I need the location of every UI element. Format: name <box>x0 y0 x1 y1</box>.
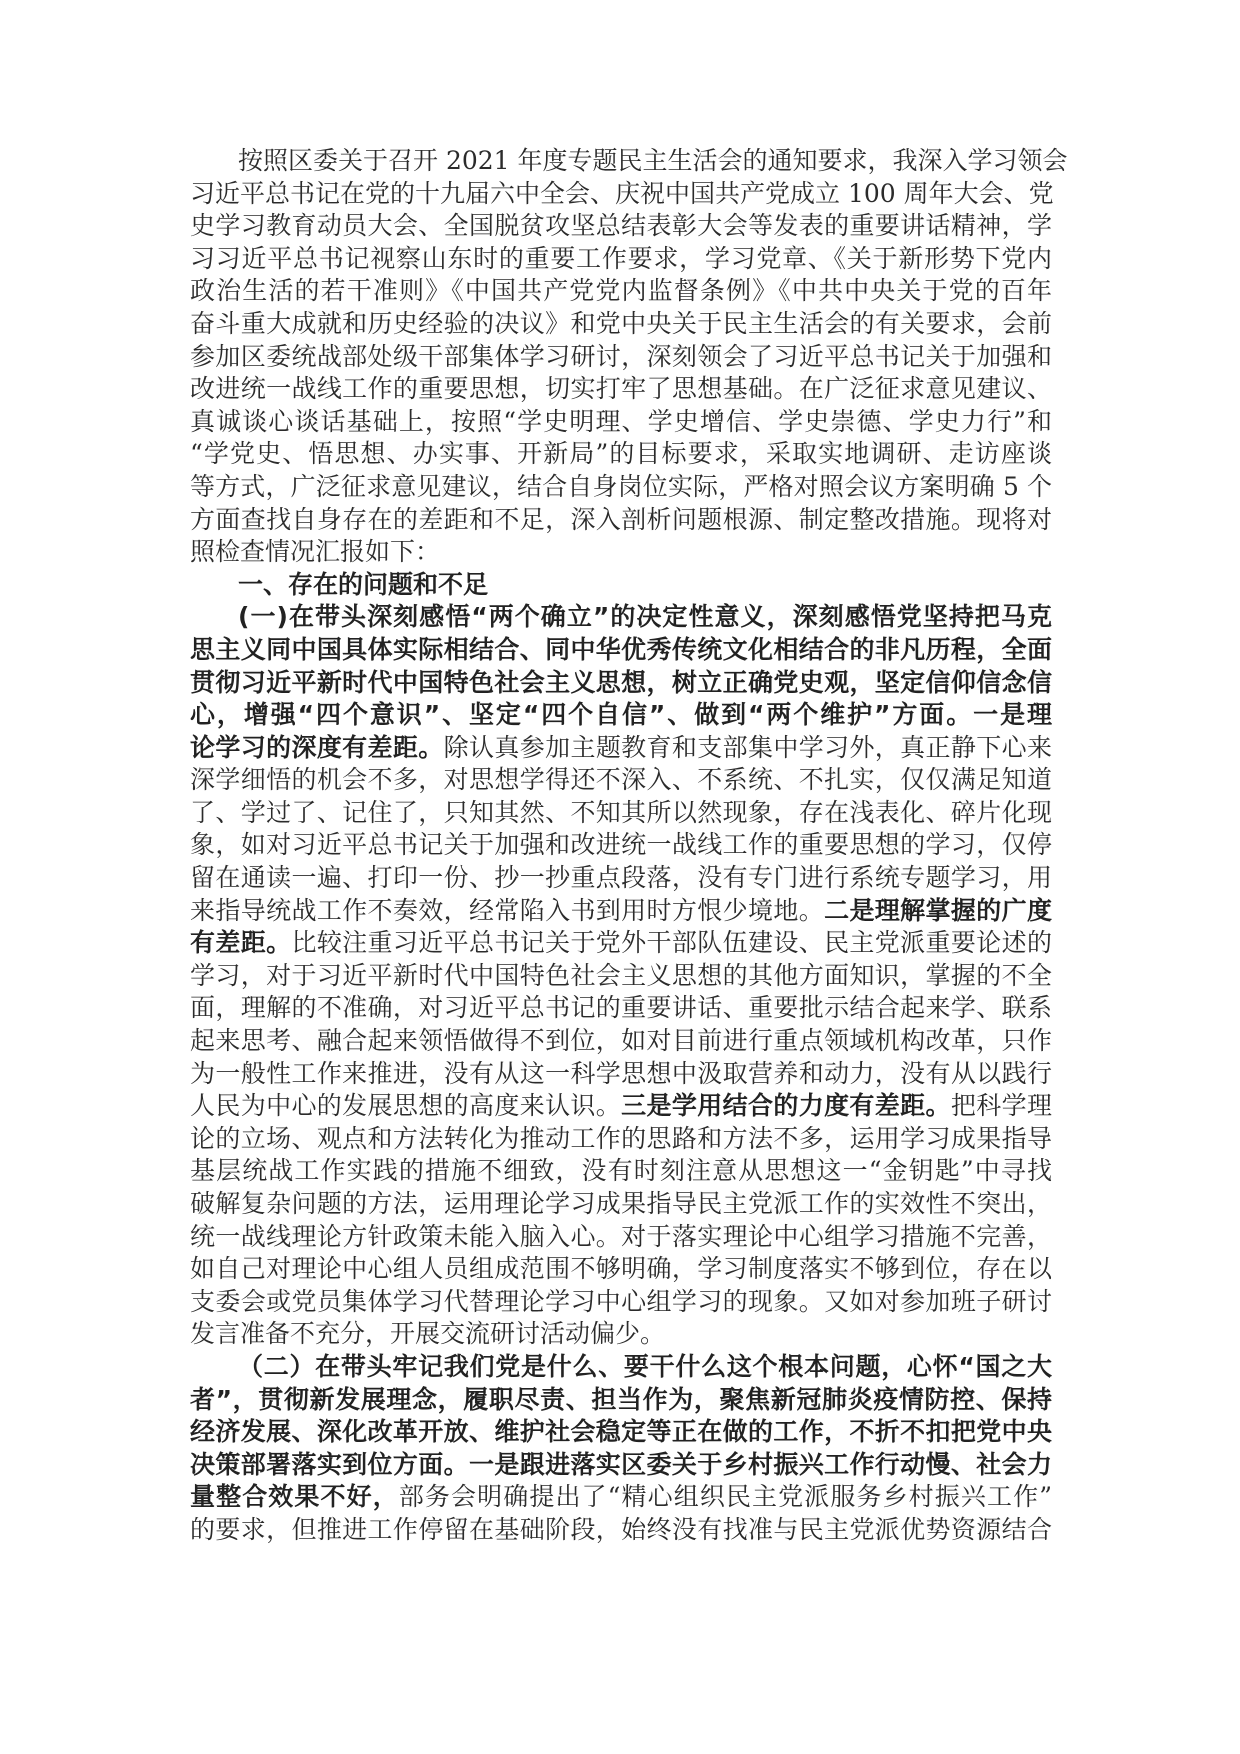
text-line <box>190 536 1052 569</box>
bold-text-segment: 经济发展、深化改革开放、维护社会稳定等正在做的工作，不折不扣把党中央 <box>190 1417 1052 1447</box>
text-line <box>190 601 1052 634</box>
text-line <box>190 895 1052 928</box>
bold-text-segment: 二是理解掌握的广度 <box>824 895 1052 925</box>
text-line <box>190 1253 1052 1286</box>
bold-text-segment: 一、存在的问题和不足 <box>238 569 489 599</box>
text-line <box>190 406 1052 439</box>
text-segment: 象，如对习近平总书记关于加强和改进统一战线工作的重要思想的学习，仅停 <box>190 830 1052 860</box>
text-segment: 比较注重习近平总书记关于党外干部队伍建设、民主党派重要论述的 <box>291 928 1052 958</box>
text-line <box>190 1090 1052 1123</box>
text-line <box>190 178 1052 211</box>
text-segment: 学习，对于习近平新时代中国特色社会主义思想的其他方面知识，掌握的不全 <box>190 960 1052 990</box>
bold-text-segment: 三是学用结合的力度有差距。 <box>621 1091 951 1121</box>
text-line <box>190 145 1068 178</box>
text-line <box>190 471 1052 504</box>
text-segment: 改进统一战线工作的重要思想，切实打牢了思想基础。在广泛征求意见建议、 <box>190 374 1052 404</box>
bold-text-segment: 思主义同中国具体实际相结合、同中华优秀传统文化相结合的非凡历程，全面 <box>190 634 1052 664</box>
text-line <box>190 1025 1052 1058</box>
bold-text-segment: 心，增强“四个意识”、坚定“四个自信”、做到“两个维护”方面。一是理 <box>190 700 1052 730</box>
text-line <box>190 667 1052 700</box>
text-segment: 为一般性工作来推进，没有从这一科学思想中汲取营养和动力，没有从以践行 <box>190 1058 1052 1088</box>
text-segment: 面，理解的不准确，对习近平总书记的重要讲话、重要批示结合起来学、联系 <box>190 993 1052 1023</box>
text-line <box>190 308 1052 341</box>
text-segment: “学党史、悟思想、办实事、开新局”的目标要求，采取实地调研、走访座谈 <box>190 439 1052 469</box>
text-segment: 把科学理 <box>950 1091 1052 1121</box>
text-line <box>190 504 1052 537</box>
text-line <box>190 1514 1052 1547</box>
text-line <box>190 1123 1052 1156</box>
bold-text-segment: 者”，贯彻新发展理念，履职尽责、担当作为，聚焦新冠肺炎疫情防控、保持 <box>190 1384 1052 1414</box>
text-segment: 支委会或党员集体学习代替理论学习中心组学习的现象。又如对参加班子研讨 <box>190 1286 1052 1316</box>
text-line <box>190 992 1052 1025</box>
text-line <box>190 1188 1052 1221</box>
text-line <box>190 1155 1052 1188</box>
text-segment: 来指导统战工作不奏效，经常陷入书到用时方恨少境地。 <box>190 895 825 925</box>
text-segment: 习习近平总书记视察山东时的重要工作要求，学习党章、《关于新形势下党内 <box>190 243 1052 273</box>
text-segment: 照检查情况汇报如下： <box>190 537 441 567</box>
text-segment: 政治生活的若干准则》《中国共产党党内监督条例》《中共中央关于党的百年 <box>190 276 1052 306</box>
text-line <box>190 797 1052 830</box>
text-line <box>190 1481 1052 1514</box>
text-line <box>190 275 1052 308</box>
text-segment: 起来思考、融合起来领悟做得不到位，如对目前进行重点领域机构改革，只作 <box>190 1026 1052 1056</box>
text-segment: 深学细悟的机会不多，对思想学得还不深入、不系统、不扎实，仅仅满足知道 <box>190 765 1052 795</box>
text-line <box>190 927 1052 960</box>
text-segment: 论的立场、观点和方法转化为推动工作的思路和方法不多，运用学习成果指导 <box>190 1123 1052 1153</box>
document-body <box>190 145 1068 1547</box>
text-segment: 人民为中心的发展思想的高度来认识。 <box>190 1091 622 1121</box>
text-segment: 统一战线理论方针政策未能入脑入心。对于落实理论中心组学习措施不完善， <box>190 1221 1052 1251</box>
text-segment: 除认真参加主题教育和支部集中学习外，真正静下心来 <box>443 732 1052 762</box>
text-segment: 留在通读一遍、打印一份、抄一抄重点段落，没有专门进行系统专题学习，用 <box>190 863 1052 893</box>
text-line <box>190 210 1052 243</box>
text-segment: 的要求，但推进工作停留在基础阶段，始终没有找准与民主党派优势资源结合 <box>190 1514 1052 1544</box>
text-segment: 了、学过了、记住了，只知其然、不知其所以然现象，存在浅表化、碎片化现 <box>190 797 1052 827</box>
text-line <box>190 1286 1052 1319</box>
text-line <box>190 862 1052 895</box>
text-segment: 习近平总书记在党的十九届六中全会、庆祝中国共产党成立 100 周年大会、党 <box>190 178 1054 208</box>
text-line <box>190 1384 1052 1417</box>
text-line <box>190 1318 1052 1351</box>
text-line <box>190 373 1052 406</box>
text-line <box>190 699 1052 732</box>
text-segment: 如自己对理论中心组人员组成范围不够明确，学习制度落实不够到位，存在以 <box>190 1254 1052 1284</box>
bold-text-segment: 贯彻习近平新时代中国特色社会主义思想，树立正确党史观，坚定信仰信念信 <box>190 667 1052 697</box>
text-line <box>190 634 1052 667</box>
text-line <box>190 438 1052 471</box>
text-line <box>190 341 1052 374</box>
text-segment: 基层统战工作实践的措施不细致，没有时刻注意从思想这一“金钥匙”中寻找 <box>190 1156 1052 1186</box>
bold-text-segment: 决策部署落实到位方面。一是跟进落实区委关于乡村振兴工作行动慢、社会力 <box>190 1449 1052 1479</box>
text-line <box>190 764 1052 797</box>
text-segment: 部务会明确提出了“精心组织民主党派服务乡村振兴工作” <box>398 1482 1052 1512</box>
text-segment: 奋斗重大成就和历史经验的决议》和党中央关于民主生活会的有关要求，会前 <box>190 308 1052 338</box>
text-line <box>190 1416 1052 1449</box>
text-line <box>190 829 1052 862</box>
text-segment: 发言准备不充分，开展交流研讨活动偏少。 <box>190 1319 666 1349</box>
bold-text-segment: （二）在带头牢记我们党是什么、要干什么这个根本问题，心怀“国之大 <box>238 1351 1052 1381</box>
text-segment: 真诚谈心谈话基础上，按照“学史明理、学史增信、学史崇德、学史力行”和 <box>190 406 1052 436</box>
text-line <box>190 1221 1052 1254</box>
bold-text-segment: 论学习的深度有差距。 <box>190 732 444 762</box>
text-segment: 等方式，广泛征求意见建议，结合自身岗位实际，严格对照会议方案明确 5 个 <box>190 471 1052 501</box>
text-segment: 破解复杂问题的方法，运用理论学习成果指导民主党派工作的实效性不突出， <box>190 1189 1052 1218</box>
text-segment: 方面查找自身存在的差距和不足，深入剖析问题根源、制定整改措施。现将对 <box>190 504 1052 534</box>
text-segment: 参加区委统战部处级干部集体学习研讨，深刻领会了习近平总书记关于加强和 <box>190 341 1052 371</box>
text-segment: 史学习教育动员大会、全国脱贫攻坚总结表彰大会等发表的重要讲话精神，学 <box>190 211 1052 241</box>
text-line <box>190 1449 1052 1482</box>
text-line <box>190 1351 1052 1384</box>
text-line <box>190 569 1052 602</box>
text-line <box>190 243 1052 276</box>
text-line <box>190 732 1052 765</box>
bold-text-segment: (一)在带头深刻感悟“两个确立”的决定性意义，深刻感悟党坚持把马克 <box>238 602 1052 632</box>
text-line <box>190 960 1052 993</box>
bold-text-segment: 量整合效果不好， <box>190 1482 399 1512</box>
text-segment: 按照区委关于召开 2021 年度专题民主生活会的通知要求，我深入学习领会 <box>238 146 1068 175</box>
bold-text-segment: 有差距。 <box>190 928 292 958</box>
text-line <box>190 1058 1052 1091</box>
